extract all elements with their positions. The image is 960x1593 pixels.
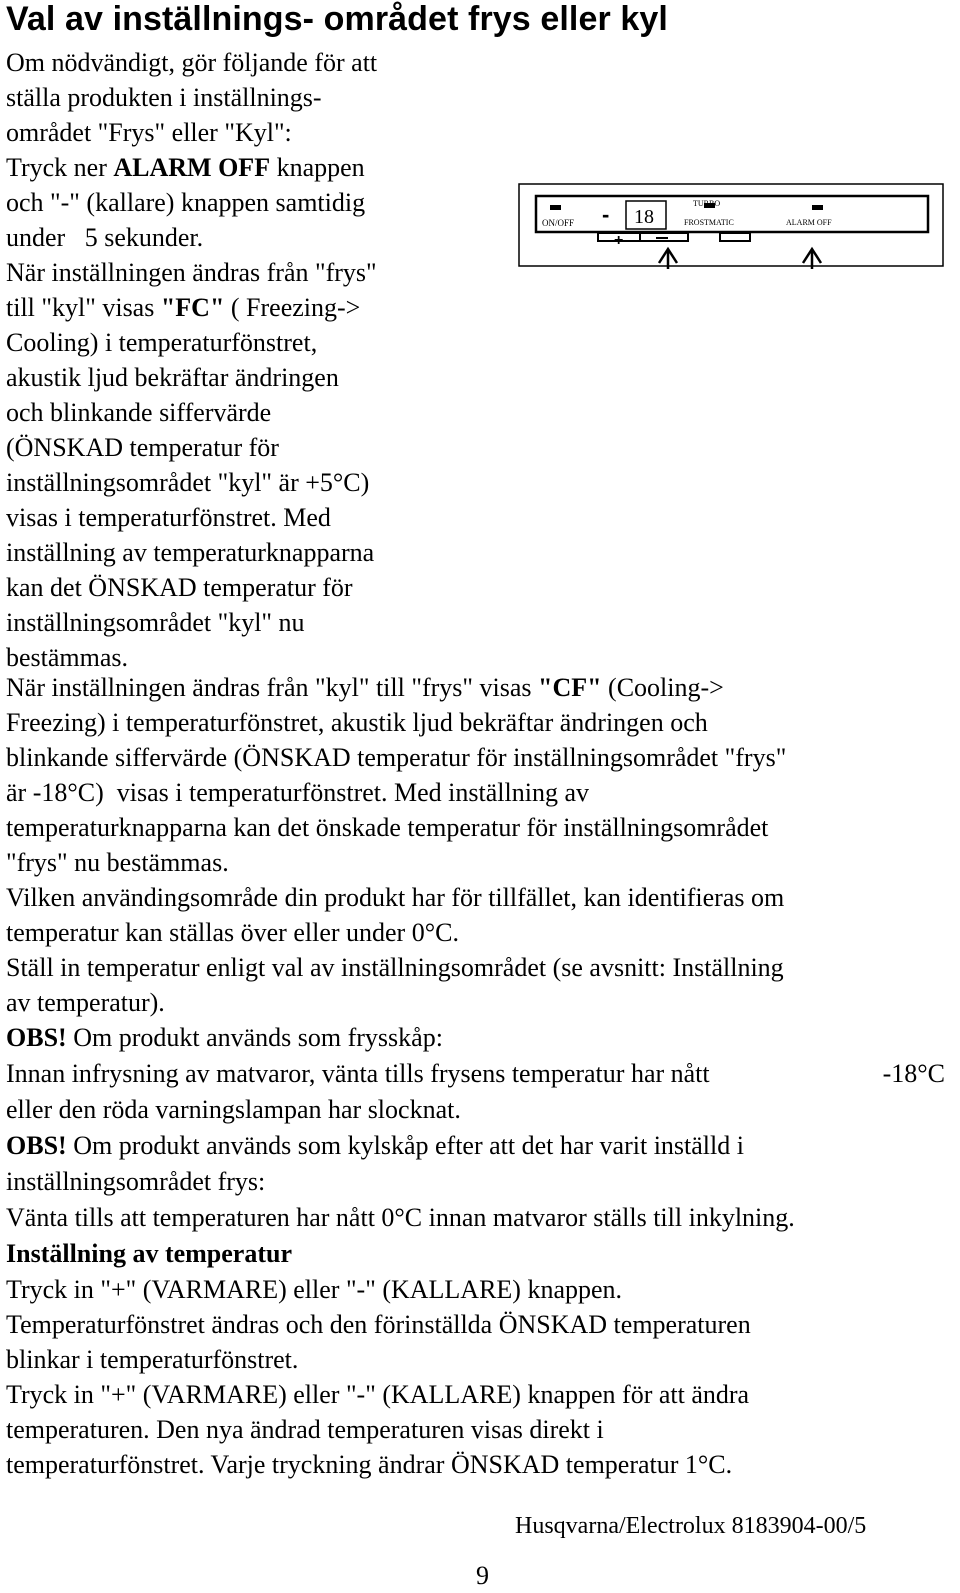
paragraph-line: Tryck in "+" (VARMARE) eller "-" (KALLARE) knappen. [6,1275,623,1304]
paragraph-line: Vilken användingsområde din produkt har för tillfället, kan identifieras om [6,883,785,912]
paragraph-line: av temperatur). [6,988,165,1017]
paragraph-line: temperaturen. Den nya ändrad temperaturen visas direkt i [6,1415,604,1444]
text-segment: ( Freezing-> [224,293,361,322]
alarm-off-label: ALARM OFF [786,218,832,227]
page-title: Val av inställnings- området frys eller kyl [6,0,668,38]
text-segment: Om produkt används som kylskåp efter att det har varit inställd i [66,1131,744,1160]
instruction-line-5: och "-" (kallare) knappen samtidig [6,188,366,217]
instruction-line-6: under 5 sekunder. [6,223,204,252]
frostmatic-button[interactable] [720,233,750,241]
text-segment: till "kyl" visas [6,293,161,322]
text-segment: knappen [270,153,365,182]
cf-code: "CF" [538,673,602,702]
paragraph-line: inställningsområdet "kyl" nu [6,608,305,637]
display-value: 18 [634,206,654,228]
paragraph-line: Tryck in "+" (VARMARE) eller "-" (KALLARE) knappen för att ändra [6,1380,750,1409]
obs-fridge-note [6,1130,744,1162]
obs-freezer-note [6,1022,443,1054]
turbo-label: TURBO [693,199,721,208]
plus-symbol: + [614,232,624,249]
paragraph-line: bestämmas. [6,643,129,672]
onoff-indicator [550,205,561,210]
section-heading: Inställning av temperatur [6,1239,292,1268]
paragraph-line: temperaturfönstret. Varje tryckning ändrar ÖNSKAD temperatur 1°C. [6,1450,733,1479]
document-footer: Husqvarna/Electrolux 8183904-00/5 [515,1513,867,1539]
paragraph-line: Cooling) i temperaturfönstret, [6,328,318,357]
paragraph-line: är -18°C) visas i temperaturfönstret. Med inställning av [6,778,589,807]
control-panel-diagram [518,183,944,273]
paragraph-line: "frys" nu bestämmas. [6,848,229,877]
paragraph-line: Ställ in temperatur enligt val av inställningsområdet (se avsnitt: Inställning [6,953,784,982]
freeze-target-temp: -18°C [882,1059,945,1088]
paragraph-line: och blinkande siffervärde [6,398,272,427]
frostmatic-label: FROSTMATIC [684,218,734,227]
alarm-off-term: ALARM OFF [113,153,271,182]
onoff-label: ON/OFF [542,218,575,228]
paragraph-line: Temperaturfönstret ändras och den förinställda ÖNSKAD temperaturen [6,1310,751,1339]
paragraph-line: visas i temperaturfönstret. Med [6,503,331,532]
intro-line-2: ställa produkten i inställnings- [6,83,322,112]
intro-line-1: Om nödvändigt, gör följande för att [6,48,378,77]
paragraph-line: temperatur kan ställas över eller under 0°C. [6,918,459,947]
obs-label: OBS! [6,1131,67,1160]
paragraph-line: temperaturknapparna kan det önskade temperatur för inställningsområdet [6,813,769,842]
instruction-alarm-off [6,152,365,184]
page-number: 9 [476,1561,489,1590]
paragraph-line: blinkar i temperaturfönstret. [6,1345,299,1374]
minus-symbol: - [602,202,610,227]
text-segment: När inställningen ändras från "kyl" till "frys" visas [6,673,539,702]
instruction-cf [6,672,724,704]
alarm-indicator [812,205,823,210]
paragraph-line: (ÖNSKAD temperatur för [6,433,279,462]
instruction-line-7: När inställningen ändras från "frys" [6,258,377,287]
paragraph-line: blinkande siffervärde (ÖNSKAD temperatur för inställningsområdet "frys" [6,743,787,772]
paragraph-line: inställningsområdet frys: [6,1167,266,1196]
text-segment: Tryck ner [6,153,114,182]
paragraph-line: Innan infrysning av matvaror, vänta tills frysens temperatur har nått [6,1059,710,1088]
paragraph-line: kan det ÖNSKAD temperatur för [6,573,353,602]
obs-label: OBS! [6,1023,67,1052]
paragraph-line: inställning av temperaturknapparna [6,538,375,567]
paragraph-line: akustik ljud bekräftar ändringen [6,363,339,392]
fc-code: "FC" [160,293,225,322]
paragraph-line: eller den röda varningslampan har slocknat. [6,1095,461,1124]
paragraph-line: Vänta tills att temperaturen har nått 0°C innan matvaror ställs till inkylning. [6,1203,795,1232]
paragraph-line: Freezing) i temperaturfönstret, akustik ljud bekräftar ändringen och [6,708,708,737]
paragraph-line: inställningsområdet "kyl" är +5°C) [6,468,370,497]
instruction-fc [6,292,360,324]
intro-line-3: området "Frys" eller "Kyl": [6,118,292,147]
text-segment: (Cooling-> [601,673,724,702]
text-segment: Om produkt används som frysskåp: [66,1023,443,1052]
